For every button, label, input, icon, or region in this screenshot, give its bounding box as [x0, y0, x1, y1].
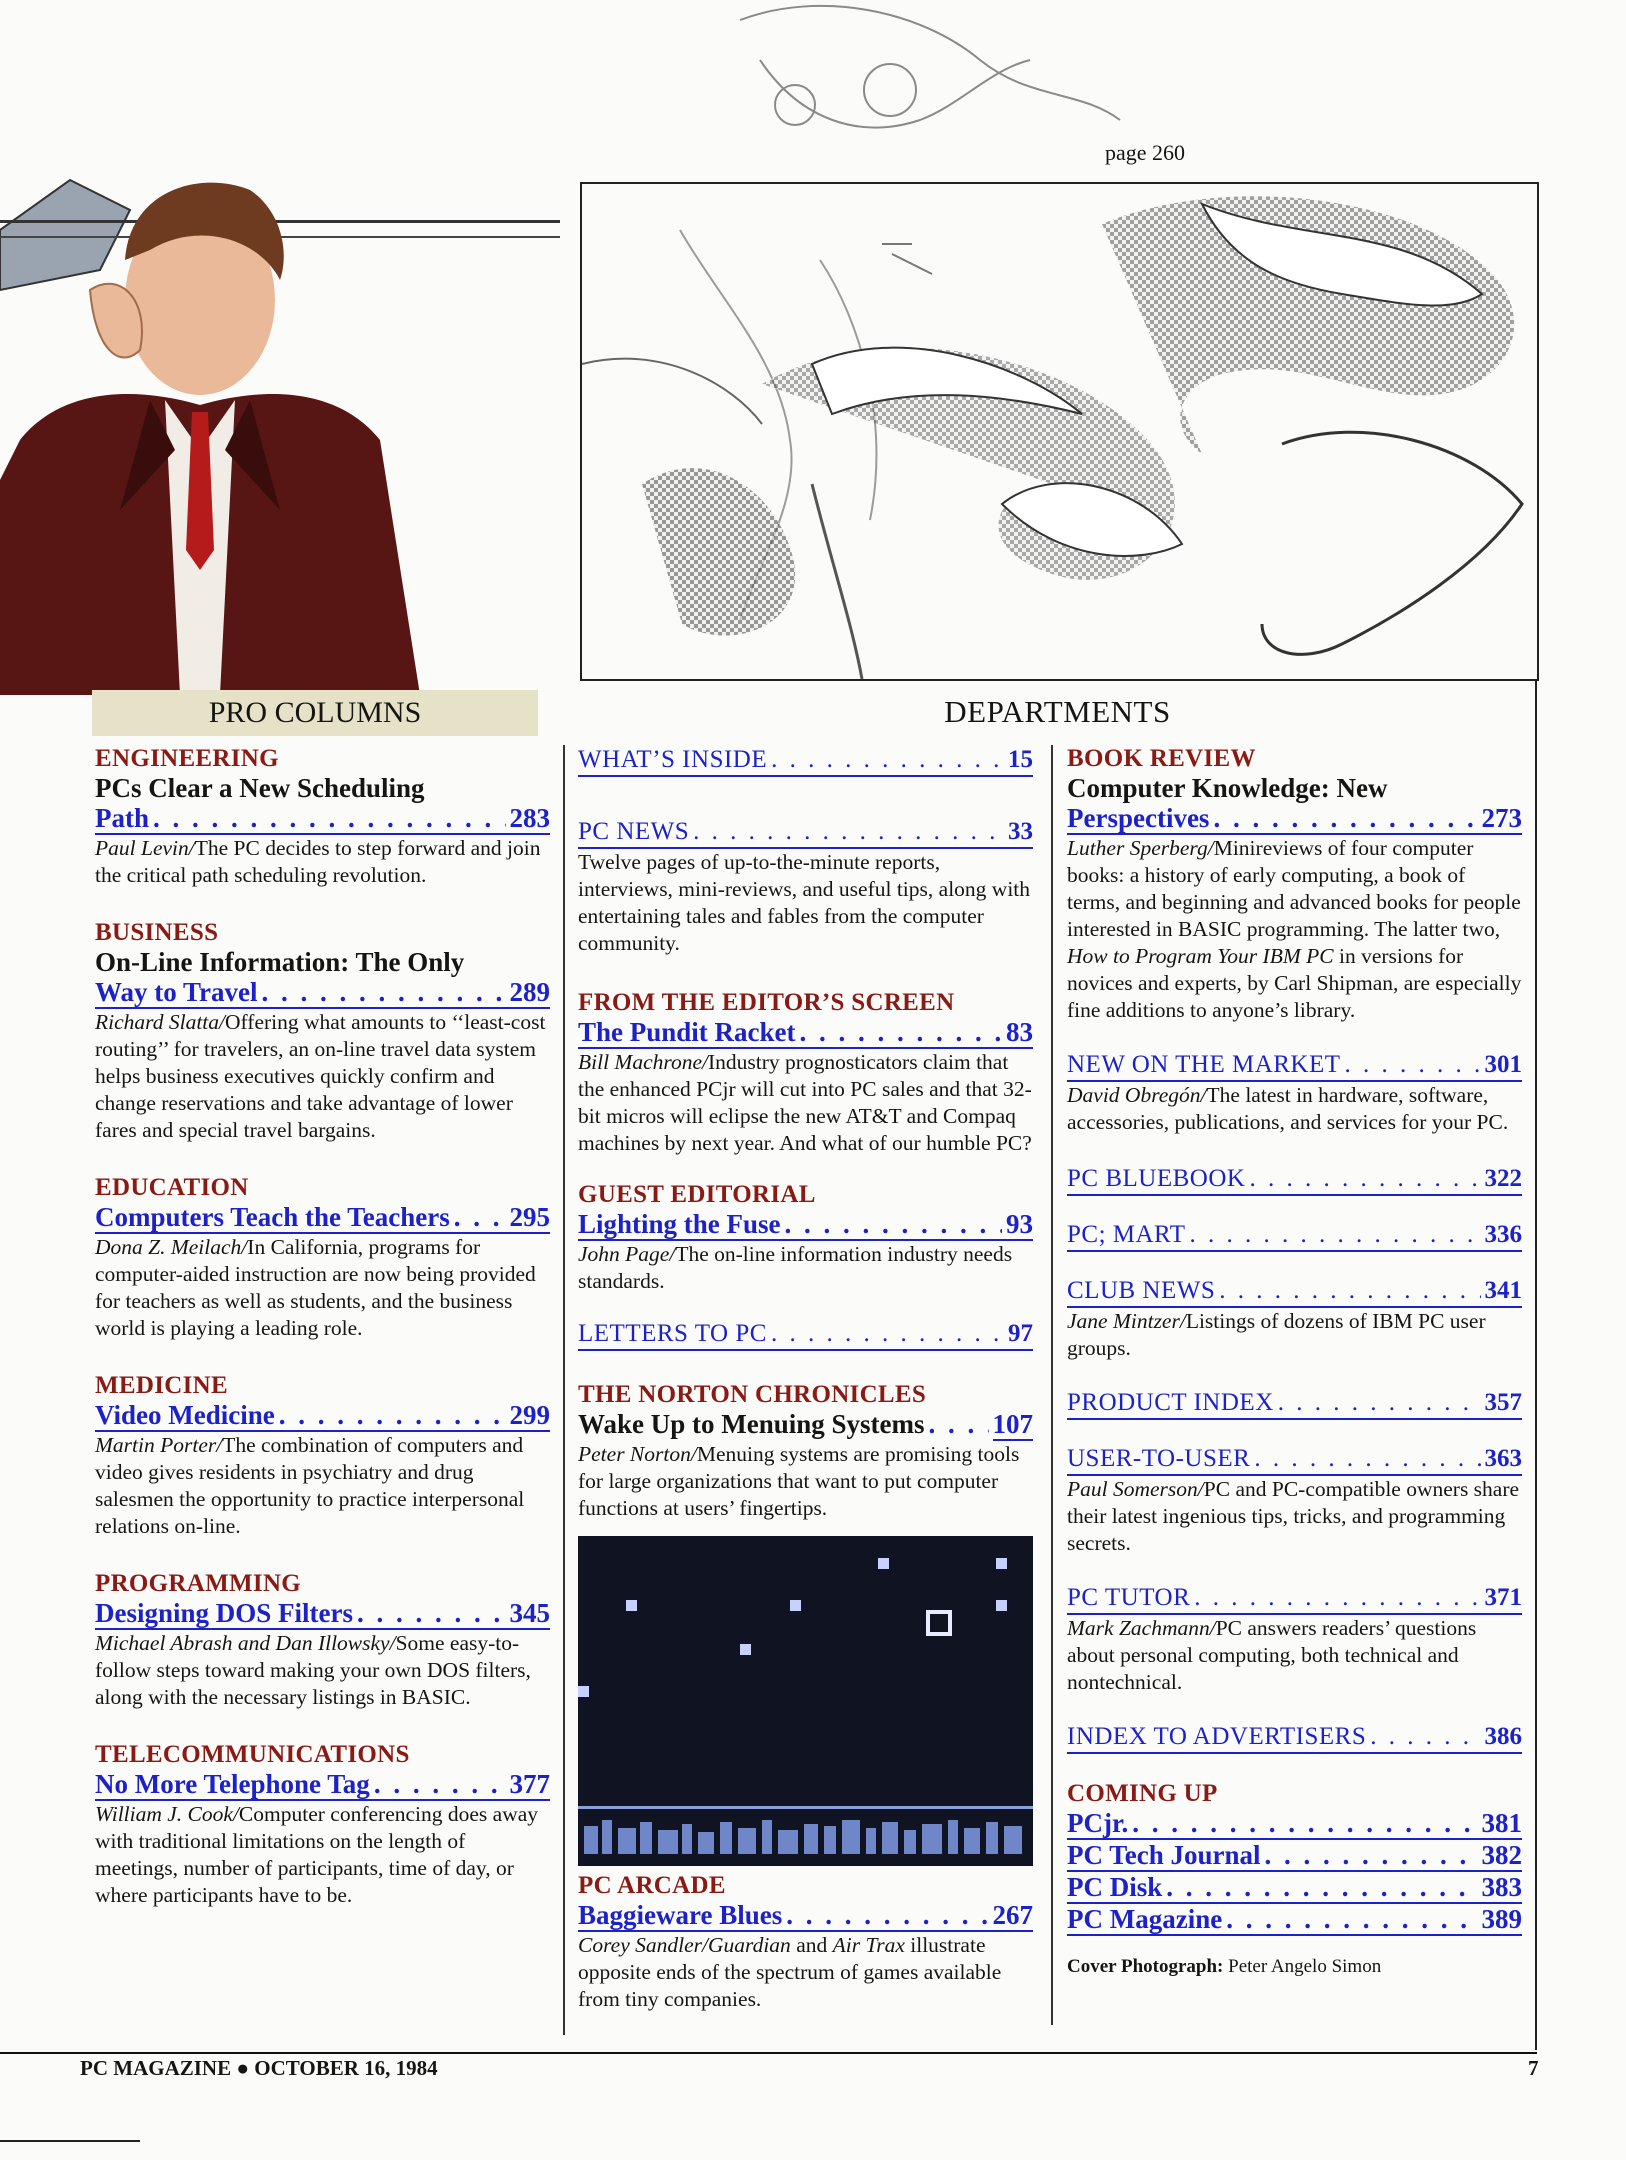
article-link[interactable]	[578, 1409, 1033, 1441]
item-label: PC Magazine	[1067, 1904, 1223, 1934]
game-screenshot	[578, 1536, 1033, 1866]
article-description: Luther Sperberg/Minireviews of four computer books: a history of early computing, a book of terms, and beginning and advanced books for people interested in BASIC programming. The latter two, How to Program Your IBM PC in versions for novices and experts, by Carl Shipman, are especially fine additions to anyone’s library.	[1067, 836, 1522, 1022]
dept-label: USER-TO-USER	[1067, 1445, 1251, 1472]
article-description: Richard Slatta/Offering what amounts to ‘‘least-cost routing’’ for travelers, an on-line travel data system helps business executives quickly confirm and change reservations and take advantage of lower fares and special travel bargains.	[95, 1010, 546, 1142]
article-link-label: Perspectives	[1067, 803, 1210, 833]
page-number: 341	[1484, 1277, 1522, 1304]
section-label: PROGRAMMING	[95, 1570, 302, 1597]
page-number: 267	[992, 1900, 1033, 1930]
item-label: PC Tech Journal	[1067, 1840, 1261, 1870]
dept-user-to-user	[1067, 1444, 1522, 1557]
issue-date: OCTOBER 16, 1984	[254, 2056, 438, 2080]
page-number: 382	[1481, 1840, 1522, 1870]
dept-link[interactable]	[1067, 1583, 1522, 1615]
author: Corey Sandler/	[578, 1933, 708, 1957]
credit-label: Cover Photograph:	[1067, 1956, 1224, 1977]
dept-letters[interactable]	[578, 1319, 1033, 1351]
article-link[interactable]	[95, 977, 550, 1009]
article-link[interactable]	[1067, 803, 1522, 835]
magazine-name: PC MAGAZINE	[80, 2056, 232, 2080]
author: John Page/	[578, 1242, 676, 1266]
departments-heading: DEPARTMENTS	[944, 694, 1171, 729]
page-number: 301	[1484, 1051, 1522, 1078]
item-label: PCjr.	[1067, 1808, 1129, 1838]
article-description: Michael Abrash and Dan Illowsky/Some easy-to-follow steps toward making your own DOS filters, along with the necessary listings in BASIC.	[95, 1631, 531, 1709]
page-number: 283	[509, 803, 550, 833]
article-link[interactable]	[95, 1400, 550, 1432]
dept-book-review	[1067, 745, 1522, 1024]
author: Luther Sperberg/	[1067, 836, 1214, 860]
page-number: 295	[509, 1202, 550, 1232]
footer	[80, 2056, 438, 2081]
dept-guest-editorial	[578, 1181, 1033, 1295]
dept-label: PC; MART	[1067, 1221, 1186, 1248]
page-number: 289	[509, 977, 550, 1007]
illustration-frame	[580, 182, 1539, 681]
dept-label: INDEX TO ADVERTISERS	[1067, 1723, 1367, 1750]
article-description: Martin Porter/The combination of computers and video gives residents in psychiatry and drug salesmen the opportunity to practice interpersonal relations on-line.	[95, 1433, 525, 1538]
article-link-label: Video Medicine	[95, 1400, 275, 1430]
dept-editor	[578, 989, 1033, 1157]
article-title: Computer Knowledge: New	[1067, 773, 1388, 803]
dept-coming-up	[1067, 1780, 1522, 1936]
dept-pc-news	[578, 817, 1033, 957]
section-label: BOOK REVIEW	[1067, 745, 1256, 772]
author: Michael Abrash and Dan Illowsky/	[95, 1631, 396, 1655]
section-label: EDUCATION	[95, 1174, 249, 1201]
page-number: 93	[1006, 1209, 1033, 1239]
page-number: 33	[1008, 818, 1033, 845]
article-link-label: Path	[95, 803, 149, 833]
author: Mark Zachmann/	[1067, 1616, 1216, 1640]
section-label: TELECOMMUNICATIONS	[95, 1741, 410, 1768]
game-title: Air Trax	[832, 1933, 905, 1957]
bullet-separator: ●	[236, 2056, 250, 2080]
page-number: 357	[1484, 1389, 1522, 1416]
dept-pc-bluebook[interactable]	[1067, 1164, 1522, 1196]
pro-columns-list	[95, 745, 550, 1939]
article-description: Paul Levin/The PC decides to step forward and join the critical path scheduling revolution.	[95, 836, 541, 887]
section-label: GUEST EDITORIAL	[578, 1181, 816, 1208]
page-edge-rule	[0, 2140, 140, 2142]
author: Peter Norton/	[578, 1442, 697, 1466]
dept-pc-tutor	[1067, 1583, 1522, 1696]
page-number: 15	[1008, 746, 1033, 773]
article-link-label: Wake Up to Menuing Systems	[578, 1409, 925, 1439]
author: Bill Machrone/	[578, 1050, 708, 1074]
article-link[interactable]	[578, 1017, 1033, 1049]
dept-label: PRODUCT INDEX	[1067, 1389, 1274, 1416]
dept-pc-mart[interactable]	[1067, 1220, 1522, 1252]
article-description: William J. Cook/Computer conferencing does away with traditional limitations on the length of meetings, number of participants, time of day, or where participants have to be.	[95, 1802, 539, 1907]
article-link-label: No More Telephone Tag	[95, 1769, 370, 1799]
dept-description: Jane Mintzer/Listings of dozens of IBM PC user groups.	[1067, 1309, 1486, 1360]
author: David Obregón/	[1067, 1083, 1207, 1107]
article-link[interactable]	[95, 1598, 550, 1630]
page-number: 345	[509, 1598, 550, 1628]
page-number: 363	[1484, 1445, 1522, 1472]
article-link[interactable]	[578, 1209, 1033, 1241]
column-divider-middle	[563, 745, 565, 2035]
section-label: BUSINESS	[95, 919, 219, 946]
article-link-label: Baggieware Blues	[578, 1900, 783, 1930]
dept-link[interactable]	[1067, 1276, 1522, 1308]
author: Martin Porter/	[95, 1433, 223, 1457]
dept-link[interactable]	[1067, 1444, 1522, 1476]
author: Paul Levin/	[95, 836, 195, 860]
page-number: 383	[1481, 1872, 1522, 1902]
item-label: PC Disk	[1067, 1872, 1163, 1902]
author: William J. Cook/	[95, 1802, 239, 1826]
dept-index-advertisers[interactable]	[1067, 1722, 1522, 1754]
page-ref-caption: page 260	[1105, 140, 1186, 165]
dept-new-on-market	[1067, 1050, 1522, 1136]
column-divider-edge	[1535, 680, 1537, 2050]
article-title: On-Line Information: The Only	[95, 947, 465, 977]
page-number: 273	[1481, 803, 1522, 833]
page-number: 389	[1481, 1904, 1522, 1934]
coming-up-item[interactable]	[1067, 1808, 1522, 1840]
column-divider-right	[1051, 745, 1053, 2025]
coming-up-item[interactable]	[1067, 1872, 1522, 1904]
dept-whats-inside[interactable]	[578, 745, 1033, 777]
departments-middle-list	[578, 745, 1033, 2043]
article-link-label: Computers Teach the Teachers	[95, 1202, 450, 1232]
article-link-label: Designing DOS Filters	[95, 1598, 354, 1628]
pro-entry-education	[95, 1174, 550, 1342]
article-description: Corey Sandler/Guardian and Air Trax illustrate opposite ends of the spectrum of games available from tiny companies.	[578, 1933, 1002, 2011]
page-number: 386	[1484, 1723, 1522, 1750]
dept-label: LETTERS TO PC	[578, 1320, 767, 1347]
page-number: 322	[1484, 1165, 1522, 1192]
book-title: How to Program Your IBM PC	[1067, 944, 1334, 968]
dept-description: David Obregón/The latest in hardware, software, accessories, publications, and services for your PC.	[1067, 1083, 1509, 1134]
dept-label: NEW ON THE MARKET	[1067, 1051, 1341, 1078]
dept-link[interactable]	[1067, 1050, 1522, 1082]
section-label: COMING UP	[1067, 1780, 1218, 1807]
page-number: 97	[1008, 1320, 1033, 1347]
dept-label: PC NEWS	[578, 818, 690, 845]
author: Paul Somerson/	[1067, 1477, 1204, 1501]
footer-rule	[0, 2052, 1537, 2054]
pro-entry-telecommunications	[95, 1741, 550, 1909]
departments-right-list	[1067, 745, 1522, 1978]
author: Richard Slatta/	[95, 1010, 225, 1034]
dept-club-news	[1067, 1276, 1522, 1362]
pro-entry-programming	[95, 1570, 550, 1711]
pro-entry-medicine	[95, 1372, 550, 1540]
cover-photo-credit	[1067, 1956, 1522, 1978]
dept-norton	[578, 1381, 1033, 1522]
coming-up-item[interactable]	[1067, 1904, 1522, 1936]
section-label: ENGINEERING	[95, 745, 279, 772]
pro-entry-engineering	[95, 745, 550, 889]
article-link[interactable]	[95, 1769, 550, 1801]
businessman-illustration	[0, 150, 560, 695]
dept-product-index[interactable]	[1067, 1388, 1522, 1420]
page-number: 299	[509, 1400, 550, 1430]
game-title: Guardian	[707, 1933, 791, 1957]
article-description: Dona Z. Meilach/In California, programs for computer-aided instruction are now being provided for teachers as well as students, and the business world is playing a leading role.	[95, 1235, 536, 1340]
page-number-footer: 7	[1528, 2056, 1539, 2080]
dept-description: Paul Somerson/PC and PC-compatible owners share their latest ingenious tips, tricks, and programming secrets.	[1067, 1477, 1520, 1555]
article-description: Bill Machrone/Industry prognosticators claim that the enhanced PCjr will cut into PC sales and that 32-bit micros will eclipse the new AT&T and Compaq machines by next year. And what of our humble PC?	[578, 1050, 1032, 1155]
article-link-label: Lighting the Fuse	[578, 1209, 781, 1239]
page-number: 83	[1006, 1017, 1033, 1047]
pro-entry-business	[95, 919, 550, 1144]
credit-name: Peter Angelo Simon	[1228, 1956, 1382, 1977]
page-number: 107	[992, 1409, 1033, 1439]
pro-columns-heading: PRO COLUMNS	[92, 690, 538, 736]
author: Jane Mintzer/	[1067, 1309, 1186, 1333]
dept-link[interactable]	[578, 817, 1033, 849]
article-link[interactable]	[95, 1202, 550, 1234]
dept-pc-arcade	[578, 1872, 1033, 2013]
article-link[interactable]	[578, 1900, 1033, 1932]
article-link[interactable]	[95, 803, 550, 835]
dept-label: PC TUTOR	[1067, 1584, 1191, 1611]
section-label: MEDICINE	[95, 1372, 228, 1399]
dept-label: PC BLUEBOOK	[1067, 1165, 1246, 1192]
section-label: THE NORTON CHRONICLES	[578, 1381, 927, 1408]
dept-label: WHAT’S INSIDE	[578, 746, 768, 773]
article-title: PCs Clear a New Scheduling	[95, 773, 425, 803]
section-label: FROM THE EDITOR’S SCREEN	[578, 989, 955, 1016]
article-description: Peter Norton/Menuing systems are promising tools for large organizations that want to put computer functions at users’ fingertips.	[578, 1442, 1020, 1520]
dept-description: Mark Zachmann/PC answers readers’ questions about personal computing, both technical and nontechnical.	[1067, 1616, 1477, 1694]
dept-label: CLUB NEWS	[1067, 1277, 1216, 1304]
page-number: 336	[1484, 1221, 1522, 1248]
author: Dona Z. Meilach/	[95, 1235, 248, 1259]
dept-description: Twelve pages of up-to-the-minute reports, interviews, mini-reviews, and useful tips, along with entertaining tales and fables from the computer community.	[578, 850, 1031, 955]
article-link-label: The Pundit Racket	[578, 1017, 796, 1047]
page-number: 381	[1481, 1808, 1522, 1838]
page-number: 371	[1484, 1584, 1522, 1611]
page-number: 377	[509, 1769, 550, 1799]
article-description: John Page/The on-line information industry needs standards.	[578, 1242, 1013, 1293]
article-link-label: Way to Travel	[95, 977, 258, 1007]
coming-up-item[interactable]	[1067, 1840, 1522, 1872]
section-label: PC ARCADE	[578, 1872, 726, 1899]
